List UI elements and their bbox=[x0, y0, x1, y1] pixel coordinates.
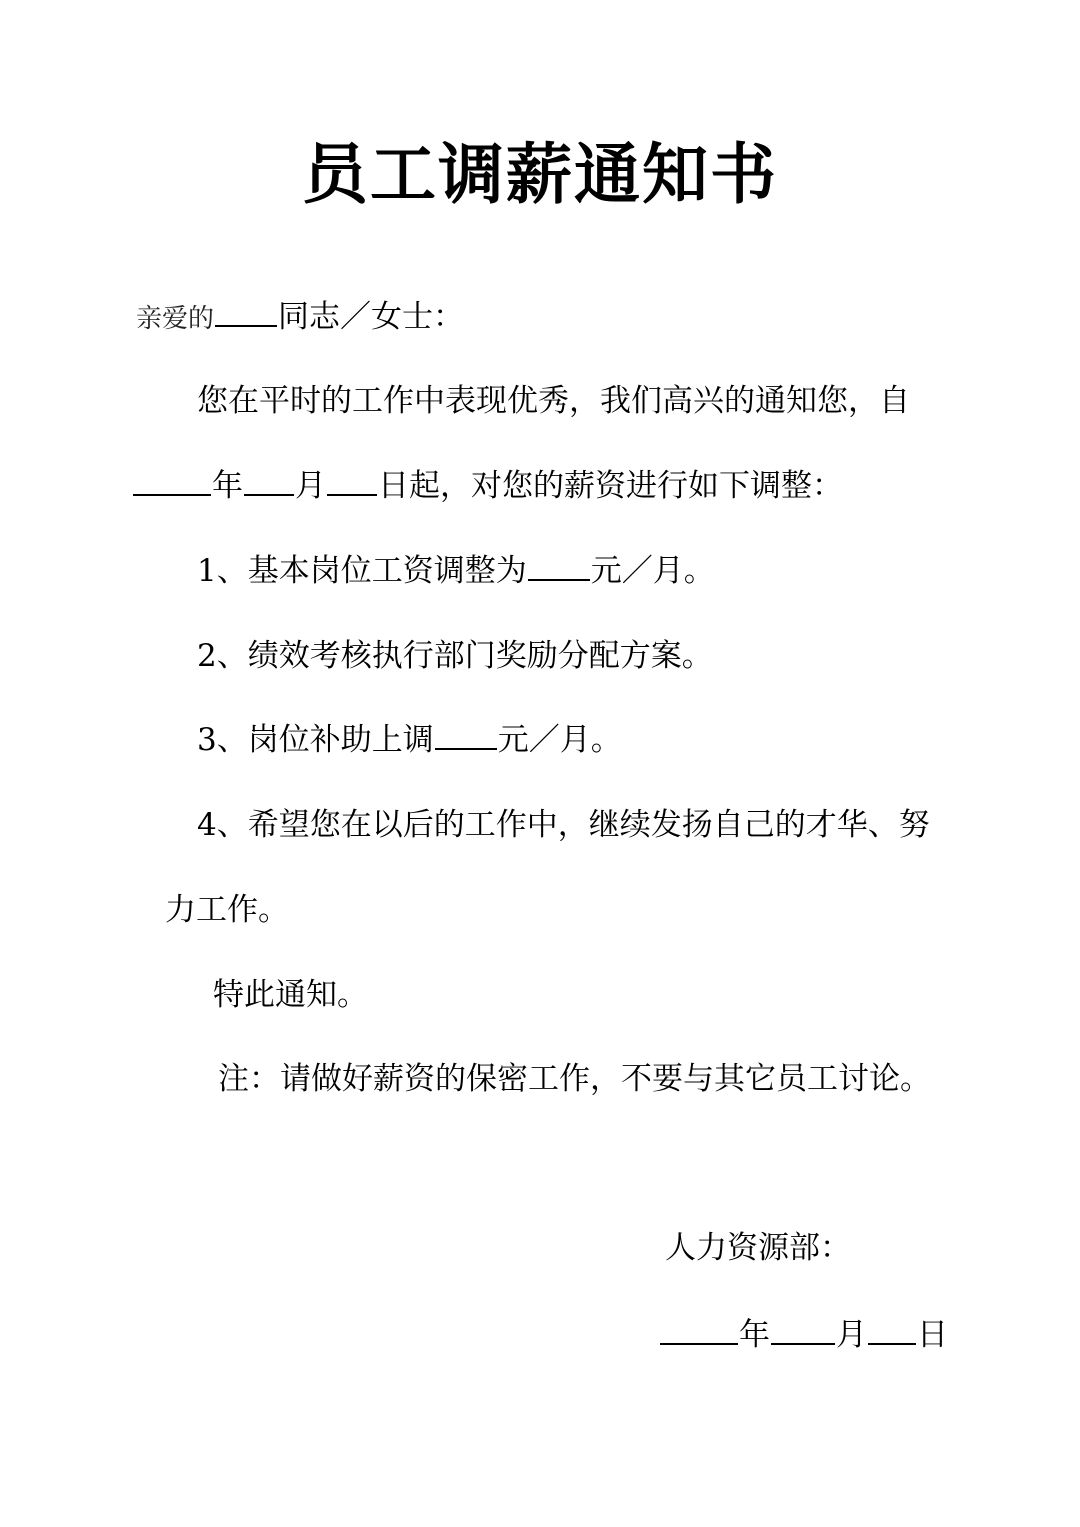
confidentiality-note: 注：请做好薪资的保密工作，不要与其它员工讨论。 bbox=[218, 1061, 931, 1097]
item-text: 岗位补助上调 bbox=[247, 722, 434, 758]
item-number: 4 bbox=[197, 807, 217, 843]
greeting-suffix: 同志／女士： bbox=[278, 299, 465, 335]
sign-day-blank bbox=[868, 1342, 916, 1345]
start-day-text: 日起，对您的薪资进行如下调整： bbox=[378, 468, 843, 504]
document-title: 员工调薪通知书 bbox=[302, 136, 778, 213]
closing-text: 特此通知。 bbox=[213, 977, 368, 1013]
start-month-label: 月 bbox=[295, 468, 326, 504]
item-separator: 、 bbox=[216, 638, 248, 674]
list-item-2 bbox=[197, 638, 713, 674]
item-number: 2 bbox=[197, 638, 217, 674]
signature-date bbox=[659, 1317, 948, 1353]
list-item-3 bbox=[197, 722, 622, 758]
sign-year-blank bbox=[660, 1342, 738, 1345]
item-separator: 、 bbox=[216, 722, 248, 758]
greeting-line bbox=[136, 299, 465, 335]
item-text: 基本岗位工资调整为 bbox=[247, 553, 527, 589]
list-item-1 bbox=[197, 553, 715, 589]
list-item-4-continuation: 力工作。 bbox=[165, 892, 289, 928]
sign-month-blank bbox=[771, 1342, 835, 1345]
allowance-blank bbox=[435, 747, 497, 750]
start-year-label: 年 bbox=[212, 468, 243, 504]
greeting-lead: 亲爱的 bbox=[136, 304, 215, 334]
item-separator: 、 bbox=[216, 807, 248, 843]
start-month-blank bbox=[244, 493, 294, 496]
name-blank bbox=[215, 324, 277, 327]
sign-year-label: 年 bbox=[739, 1317, 770, 1353]
item-text: 绩效考核执行部门奖励分配方案。 bbox=[247, 638, 713, 674]
item-number: 1 bbox=[197, 553, 217, 589]
sign-month-label: 月 bbox=[836, 1317, 867, 1353]
signature-department: 人力资源部： bbox=[665, 1230, 851, 1266]
item-text: 希望您在以后的工作中，继续发扬自己的才华、努 bbox=[247, 807, 930, 843]
intro-line-1: 您在平时的工作中表现优秀，我们高兴的通知您，自 bbox=[197, 383, 910, 419]
sign-day-label: 日 bbox=[917, 1317, 948, 1353]
start-year-blank bbox=[133, 493, 211, 496]
intro-line-2 bbox=[132, 468, 843, 504]
list-item-4 bbox=[197, 807, 930, 843]
start-day-blank bbox=[327, 493, 377, 496]
item-text-after: 元／月。 bbox=[497, 722, 622, 758]
item-number: 3 bbox=[197, 722, 217, 758]
item-text-after: 元／月。 bbox=[590, 553, 715, 589]
base-salary-blank bbox=[528, 578, 590, 581]
item-separator: 、 bbox=[216, 553, 248, 589]
